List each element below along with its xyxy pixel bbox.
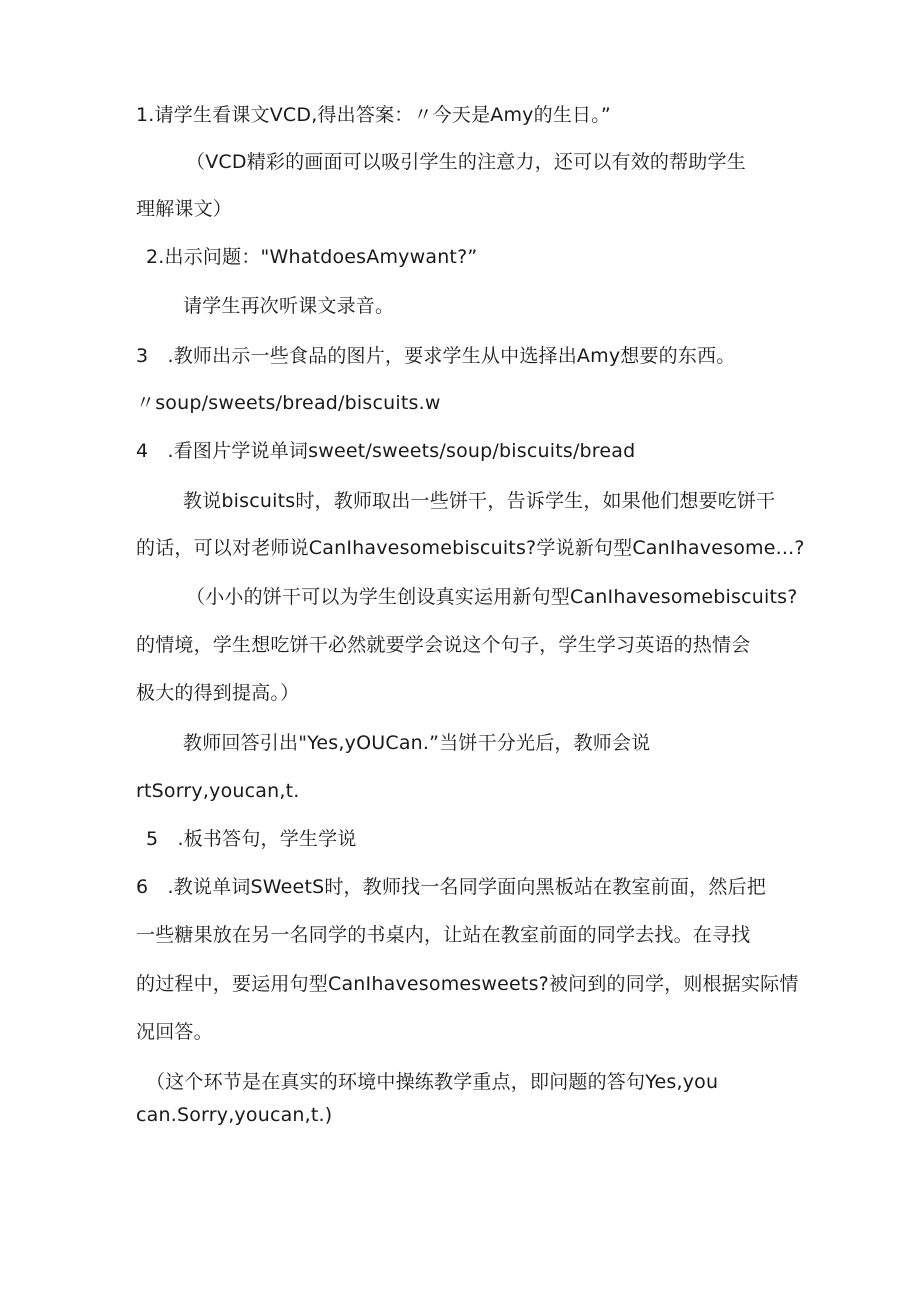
step-5-line: 5 .板书答句，学生学说	[146, 828, 357, 850]
step-2-detail-line: 请学生再次听课文录音。	[183, 295, 395, 317]
step-6-line-1: 6 .教说单词SWeetS时，教师找一名同学面向黑板站在教室前面，然后把	[136, 876, 766, 898]
step-6-line-2: 一些糖果放在另一名同学的书桌内，让站在教室前面的同学去找。在寻找	[136, 924, 751, 946]
step-6-line-4: 况回答。	[136, 1021, 213, 1043]
step-1-note-line-2: 理解课文）	[136, 198, 233, 220]
step-4-line: 4 .看图片学说单词sweet/sweets/soup/biscuits/bread	[136, 440, 636, 462]
step-1-note-line-1: （VCD精彩的画面可以吸引学生的注意力，还可以有效的帮助学生	[186, 151, 746, 173]
step-4-note-line-1: （小小的饼干可以为学生创设真实运用新句型CanIhavesomebiscuits?	[186, 586, 798, 608]
step-4-detail-line-1: 教说biscuits时，教师取出一些饼干，告诉学生，如果他们想要吃饼干	[183, 490, 776, 512]
step-4-note-line-2: 的情境，学生想吃饼干必然就要学会说这个句子，学生学习英语的热情会	[136, 634, 751, 656]
step-3-words-line: 〃soup/sweets/bread/biscuits.w	[136, 392, 441, 414]
step-2-line: 2.出示问题："WhatdoesAmywant?”	[146, 246, 478, 268]
step-3-line: 3 .教师出示一些食品的图片，要求学生从中选择出Amy想要的东西。	[136, 345, 736, 367]
step-4-detail-line-2: 的话，可以对老师说CanIhavesomebiscuits?学说新句型CanIhavesome...?	[136, 537, 805, 559]
step-4-answer-line-2: rtSorry,youcan,t.	[136, 780, 300, 802]
step-6-note-line-2: can.Sorry,youcan,t.)	[136, 1104, 333, 1126]
step-4-answer-line-1: 教师回答引出"Yes,yOUCan.”当饼干分光后，教师会说	[183, 732, 651, 754]
step-6-note-line-1: （这个环节是在真实的环境中操练教学重点，即问题的答句Yes,you	[146, 1071, 719, 1093]
step-4-note-line-3: 极大的得到提高。）	[136, 682, 300, 704]
step-1-line: 1.请学生看课文VCD,得出答案：〃今天是Amy的生日。”	[136, 104, 611, 126]
step-6-line-3: 的过程中，要运用句型CanIhavesomesweets?被问到的同学，则根据实际情	[136, 973, 799, 995]
